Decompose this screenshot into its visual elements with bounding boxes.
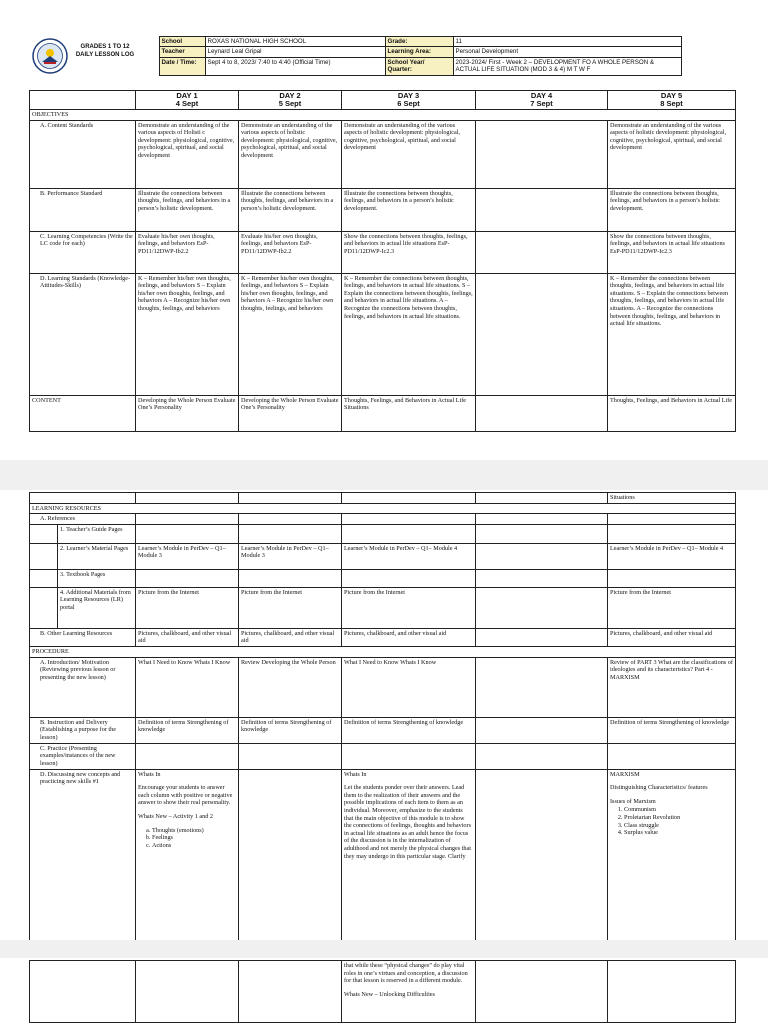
teacher-value: Leynard Leal Gripal [205,47,385,57]
cell: Evaluate his/her own thoughts, feelings, and behaviors EsP-PD11/12DWP-Ib2.2 [239,231,342,273]
date-value: Sept 4 to 8, 2023/ 7:40 to 4:40 (Official Time) [205,57,385,75]
cell: Definition of terms Strengthening of knowledge [239,717,342,743]
cell: Thoughts, Feelings, and Behaviors in Actual Life Situations [342,395,476,431]
cell: Demonstrate an understanding of the various aspects of holistic development: physiological, cognitive, psychological, spiritual, and social development [239,120,342,188]
competencies-label: C. Learning Competencies (Write the LC code for each) [30,231,136,273]
day-5-header: DAY 5 8 Sept [608,91,736,110]
page-gap [0,460,768,490]
performance-standard-label: B. Performance Standard [30,188,136,231]
other-resources-label: B. Other Learning Resources [30,628,136,646]
cell: Situations [608,493,736,504]
cell: K – Remember his/her own thoughts, feelings, and behaviors S – Explain his/her own thoughts, feelings, and behaviors A – Recognize his/her own thoughts, feelings, and behaviors [239,273,342,395]
cell: Definition of terms Strengthening of knowledge [136,717,239,743]
cell: Evaluate his/her own thoughts, feelings, and behaviors EsP-PD11/12DWP-Ib2.2 [136,231,239,273]
procedure-section: PROCEDURE [30,646,736,657]
cell [476,273,608,395]
day-1-list: a. Thoughts (emotions) b. Feelings c. Actions [138,827,236,850]
cell: What I Need to Know Whats I Know [342,657,476,717]
day-4-header: DAY 4 7 Sept [476,91,608,110]
cell [476,717,608,743]
header-table [29,36,682,76]
cell: Definition of terms Strengthening of knowledge [342,717,476,743]
cell: What I Need to Know Whats I Know [136,657,239,717]
cell: K – Remember his/her own thoughts, feelings, and behaviors S – Explain his/her own thoughts, feelings, and behaviors A – Recognize his/her own thoughts, feelings, and behaviors [136,273,239,395]
cell: Pictures, chalkboard, and other visual aid [342,628,476,646]
cell [476,587,608,628]
cell: Learner’s Module in PerDev – Q1– Module 4 [342,543,476,569]
lesson-table-page-3 [29,960,736,1023]
cell: Demonstrate an understanding of the various aspects of holistic development: physiological, cognitive, psychological, spiritual, and social development [608,120,736,188]
textbook-pages-label: 3. Textbook Pages [58,569,136,587]
cell: Learner’s Module in PerDev – Q1– Module 4 [608,543,736,569]
grade-value: 11 [453,37,681,47]
cell: Picture from the Internet [342,587,476,628]
day-1-header: DAY 1 4 Sept [136,91,239,110]
cell: Pictures, chalkboard, and other visual aid [608,628,736,646]
discussing-day-3: Whats In Let the students ponder over their answers. Lead them to the realization of their answers and the possible implications of each item to them as an individual. Moreover, emphasize to the students that the main objective of this module is to show the connections of feelings, thoughts and behaviors in actual life situations as an adult hence the focus of the discussion is in the internalization of adulthood and not merely the physical changes that they may undergo in this particular stage. Clarify [342,769,476,949]
cell [476,543,608,569]
teacher-label: Teacher [159,47,205,57]
cell: Demonstrate an understanding of the various aspects of holistic development: physiological, cognitive, psychological, spiritual, and social development [342,120,476,188]
cell: Illustrate the connections between thoughts, feelings, and behaviors in a person’s holistic development. [342,188,476,231]
objectives-section: OBJECTIVES [30,110,736,121]
learning-resources-section: LEARNING RESOURCES [30,503,736,514]
year-value: 2023-2024/ First - Week 2 – DEVELOPMENT FO A WHOLE PERSON & ACTUAL LIFE SITUATION (MOD 3 & 4) M T W F [453,57,681,75]
cell [476,188,608,231]
cell [476,657,608,717]
cell: K – Remember the connections between thoughts, feelings, and behaviors in actual life situations. S – Explain the connections between thoughts, feelings, and behaviors in actual life situations. A – Recognize the connections between thoughts, feelings, and behaviors in actual life situations. [608,273,736,395]
cell: Picture from the Internet [136,587,239,628]
cell: Illustrate the connections between thoughts, feelings, and behaviors in a person’s holistic development. [136,188,239,231]
cell: Thoughts, Feelings, and Behaviors in Actual Life [608,395,736,431]
school-value: ROXAS NATIONAL HIGH SCHOOL [205,37,385,47]
cell [476,395,608,431]
discussing-day-3-cont: that while these “physical changes” do play vital roles in one’s virtues and conception, a discussion for that lesson is reserved in a different module. Whats New – Unlocking Difficulties [342,961,476,1023]
day-2-header: DAY 2 5 Sept [239,91,342,110]
cell: Pictures, chalkboard, and other visual aid [239,628,342,646]
cell: Learner’s Module in PerDev – Q1– Module 3 [239,543,342,569]
grade-title: GRADES 1 TO 12 DAILY LESSON LOG [75,44,135,58]
cell: Pictures, chalkboard, and other visual aid [136,628,239,646]
cell: Illustrate the connections between thoughts, feelings, and behaviors in a person’s holistic development. [239,188,342,231]
cell: K – Remember the connections between thoughts, feelings, and behaviors in actual life situations. S – Explain the connections between thoughts, feelings, and behaviors in actual life situations. A – Recognize the connections between thoughts, feelings, and behaviors in actual life situations. [342,273,476,395]
cell [476,628,608,646]
page-2 [0,490,768,940]
content-standards-label: A. Content Standards [30,120,136,188]
lesson-table-page-2 [29,492,736,950]
grade-label: Grade: [385,37,453,47]
cell: Show the connections between thoughts, feelings, and behaviors in actual life situations EsP-PD11/12DWP-Ic2.3 [342,231,476,273]
date-label: Date / Time: [159,57,205,75]
cell [476,120,608,188]
references-label: A. References [30,514,136,525]
page-1 [0,0,768,460]
discussing-day-1: Whats In Encourage your students to answer each column with positive or negative answer to show their real personality. Whats New – Activity 1 and 2 a. Thoughts (emotions) b. Feelings c. Actions [136,769,239,949]
page-3 [0,958,768,1024]
discussing-label: D. Discussing new concepts and practicing new skills #1 [30,769,136,949]
page-gap [0,940,768,958]
day-3-header: DAY 3 6 Sept [342,91,476,110]
cell: Review of PART 3 What are the classifications of ideologies and its characteristics? Part 4 - MARXISM [608,657,736,717]
lesson-table-page-1 [29,90,736,432]
cell [476,231,608,273]
learning-area-value: Personal Development [453,47,681,57]
practice-label: C. Practice (Presenting examples/instances of the new lesson) [30,743,136,769]
additional-materials-label: 4. Additional Materials from Learning Resources (LR) portal [58,587,136,628]
cell: Illustrate the connections between thoughts, feelings, and behaviors in a person’s holistic development. [608,188,736,231]
learning-standards-label: D. Learning Standards (Knowledge-Attitudes-Skills) [30,273,136,395]
year-label: School Year/ Quarter: [385,57,453,75]
cell: Review Developing the Whole Person [239,657,342,717]
cell: Picture from the Internet [239,587,342,628]
cell: Developing the Whole Person Evaluate One’s Personality [239,395,342,431]
cell: Definition of terms Strengthening of knowledge [608,717,736,743]
day-5-list: 1. Communism 2. Proletarian Revolution 3. Class struggle 4. Surplus value [610,806,733,836]
instruction-label: B. Instruction and Delivery (Establishing a purpose for the lesson) [30,717,136,743]
school-label: School [159,37,205,47]
intro-label: A. Introduction/ Motivation (Reviewing previous lesson or presenting the new lesson) [30,657,136,717]
cell: Developing the Whole Person Evaluate One’s Personality [136,395,239,431]
guide-pages-label: 1. Teacher’s Guide Pages [58,524,136,543]
content-section: CONTENT [30,395,136,431]
cell: Demonstrate an understanding of the various aspects of Holisti c development: physiological, cognitive, psychological, spiritual, and social development [136,120,239,188]
learning-area-label: Learning Area: [385,47,453,57]
discussing-day-5: MARXISM Distinguishing Characteristics/ features Issues of Marxism 1. Communism 2. Proletarian Revolution 3. Class struggle 4. Surplus value [608,769,736,949]
cell: Learner’s Module in PerDev – Q1– Module 3 [136,543,239,569]
cell: Show the connections between thoughts, feelings, and behaviors in actual life situations EsP-PD11/12DWP-Ic2.3 [608,231,736,273]
cell: Picture from the Internet [608,587,736,628]
learner-pages-label: 2. Learner’s Material Pages [58,543,136,569]
